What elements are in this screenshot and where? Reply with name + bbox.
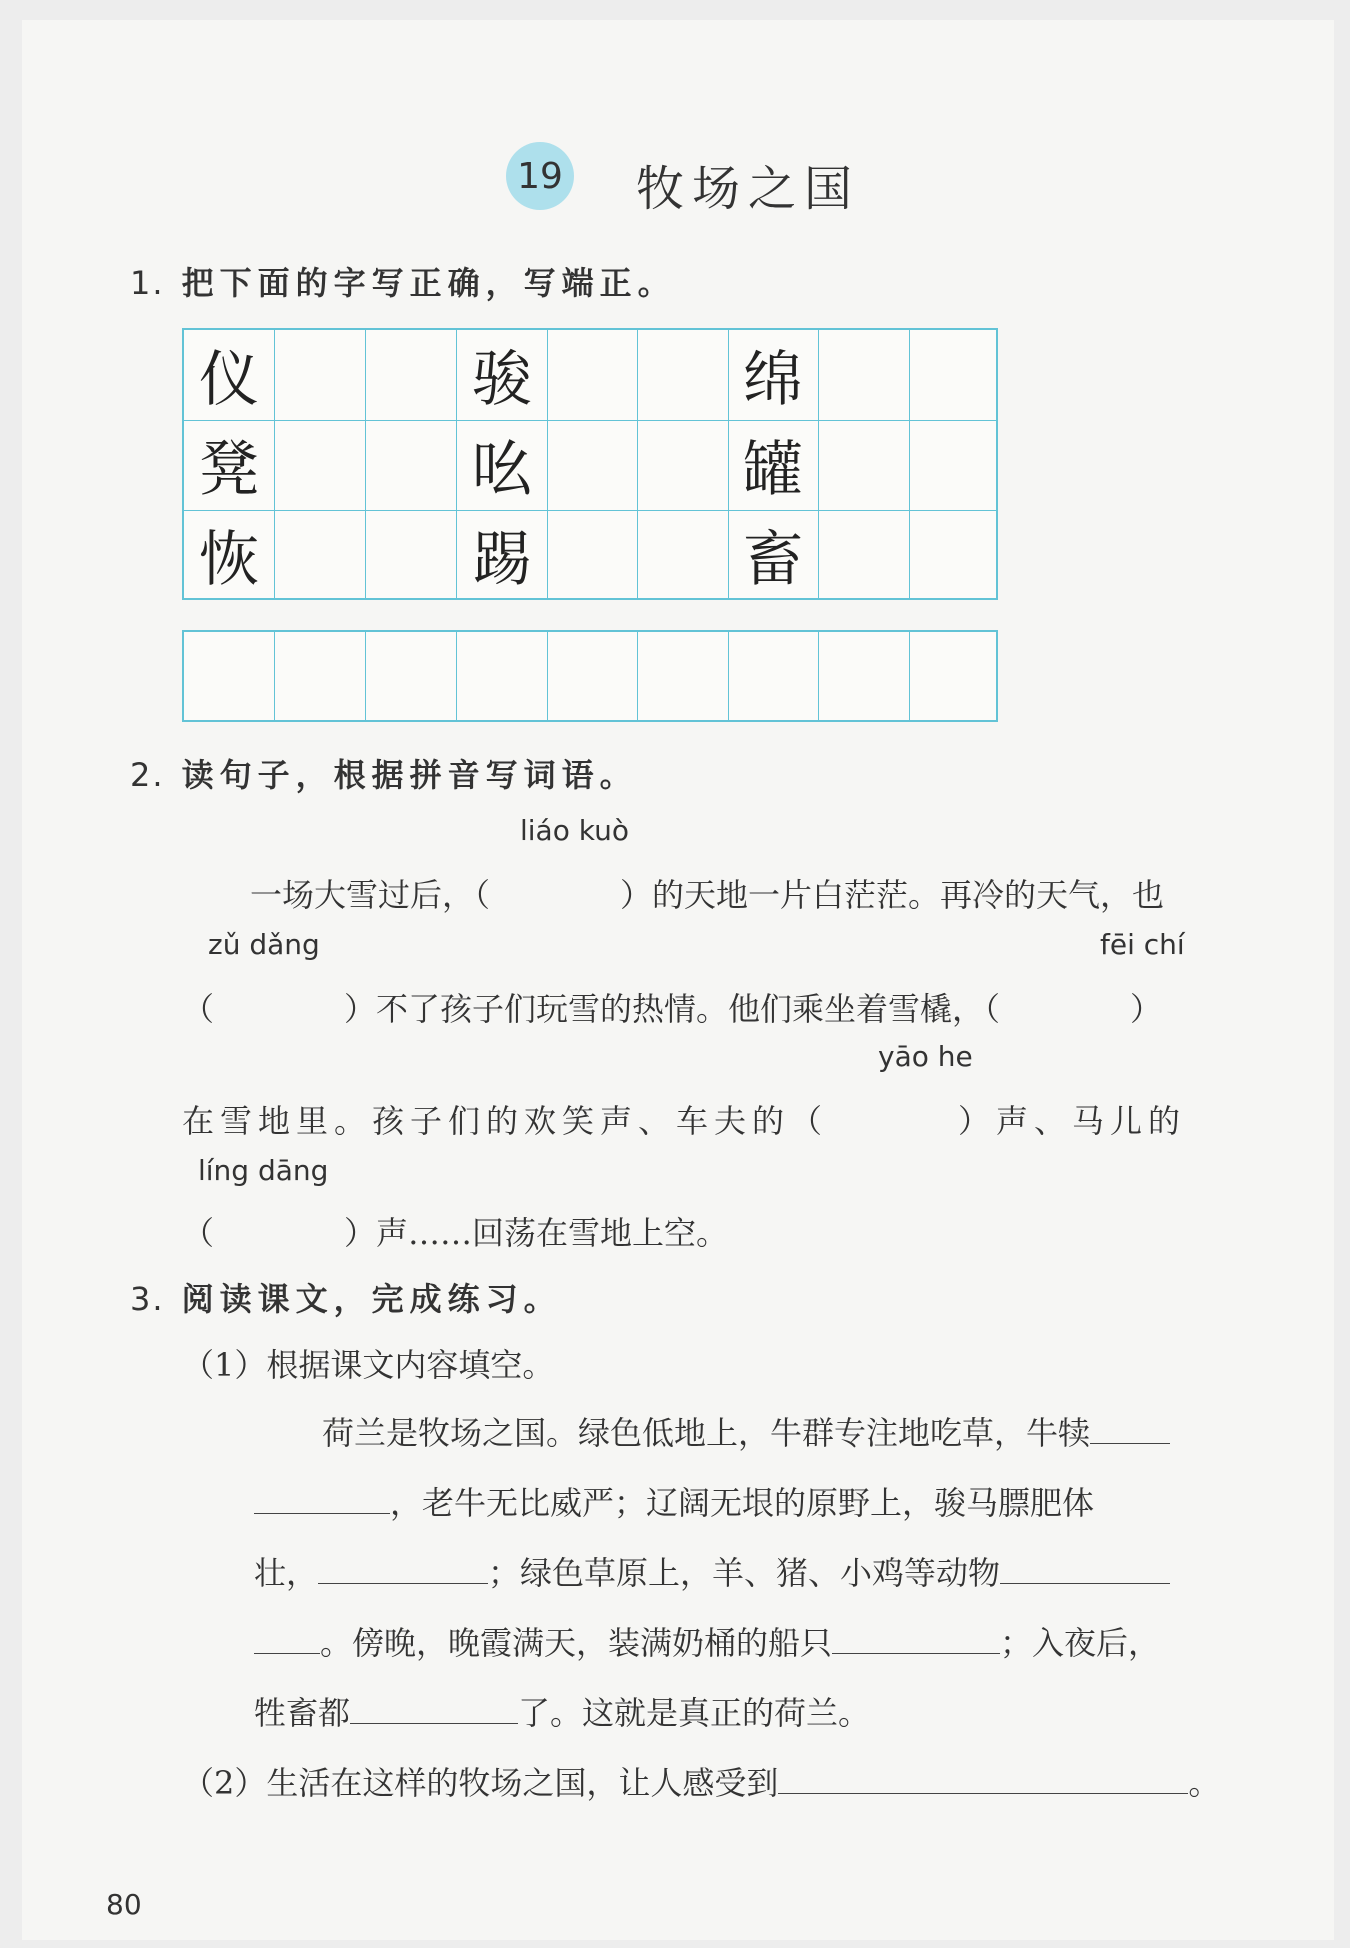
part-2-line: （2）生活在这样的牧场之国，让人感受到 。 [182, 1764, 1221, 1802]
answer-blank[interactable] [1000, 1553, 1170, 1584]
grid-char: 骏 [472, 345, 532, 415]
answer-blank[interactable] [832, 1623, 1000, 1654]
pinyin-hint: fēi chí [1100, 928, 1185, 961]
answer-blank[interactable] [1090, 1413, 1170, 1444]
question-2-number: 2. [130, 756, 165, 794]
fill-line: 壮， ；绿色草原上，羊、猪、小鸡等动物 [254, 1548, 1170, 1594]
grid-char: 仪 [199, 345, 259, 415]
question-2-instruction: 读句子，根据拼音写词语。 [181, 756, 638, 794]
fill-line: ，老牛无比威严；辽阔无垠的原野上，骏马膘肥体 [254, 1478, 1094, 1524]
grid-char: 恢 [199, 525, 259, 595]
pinyin-hint: zǔ dǎng [208, 928, 320, 961]
sentence-line: 一场大雪过后，（ ）的天地一片白茫茫。再冷的天气，也 [250, 876, 1165, 914]
question-2-heading [130, 750, 638, 796]
question-3-number: 3. [130, 1280, 165, 1318]
lesson-number-badge [506, 142, 574, 210]
question-1-instruction: 把下面的字写正确，写端正。 [181, 264, 676, 302]
question-3-instruction: 阅读课文，完成练习。 [181, 1280, 562, 1318]
answer-blank[interactable] [254, 1483, 390, 1514]
grid-char: 踢 [472, 525, 532, 595]
grid-char: 吆 [472, 435, 532, 505]
character-grid [182, 328, 998, 600]
question-3-heading [130, 1274, 562, 1320]
sentence-line: （ ）不了孩子们玩雪的热情。他们乘坐着雪橇，（ ） [182, 990, 1163, 1028]
lesson-title: 牧场之国 [636, 161, 861, 217]
lesson-number: 19 [517, 155, 563, 197]
fill-line: 荷兰是牧场之国。绿色低地上，牛群专注地吃草，牛犊 [322, 1408, 1170, 1454]
writing-grid[interactable] [182, 630, 998, 722]
fill-line: 牲畜都 了。这就是真正的荷兰。 [254, 1694, 871, 1732]
pinyin-hint: líng dāng [198, 1154, 329, 1187]
sentence-line: 在雪地里。孩子们的欢笑声、车夫的（ ）声、马儿的 [182, 1102, 1187, 1140]
fill-line: 。傍晚，晚霞满天，装满奶桶的船只 ；入夜后， [254, 1618, 1160, 1664]
page-number: 80 [106, 1888, 142, 1921]
answer-blank[interactable] [778, 1763, 1188, 1794]
grid-char: 绵 [743, 345, 803, 415]
answer-blank[interactable] [350, 1693, 518, 1724]
pinyin-hint: liáo kuò [520, 814, 629, 847]
sentence-line: （ ）声……回荡在雪地上空。 [182, 1214, 729, 1252]
answer-blank[interactable] [254, 1623, 320, 1654]
question-1-heading [130, 258, 676, 304]
part-1-label: （1）根据课文内容填空。 [182, 1346, 555, 1384]
grid-char: 凳 [199, 435, 259, 505]
answer-blank[interactable] [318, 1553, 488, 1584]
grid-char: 畜 [743, 525, 803, 595]
pinyin-hint: yāo he [878, 1040, 973, 1073]
grid-char: 罐 [743, 435, 803, 505]
question-1-number: 1. [130, 264, 165, 302]
